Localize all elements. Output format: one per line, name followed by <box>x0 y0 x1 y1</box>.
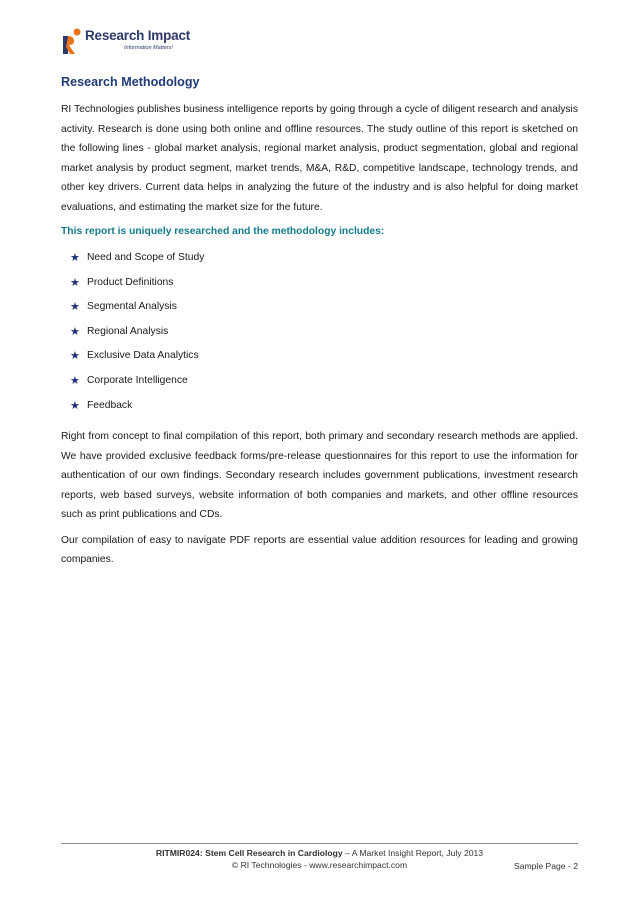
list-item-label: Corporate Intelligence <box>87 374 188 386</box>
logo-tagline: Information Matters! <box>124 45 173 51</box>
list-item <box>61 372 578 397</box>
closing-paragraph: Our compilation of easy to navigate PDF reports are essential value addition resources for leading and growing companies. <box>61 534 578 566</box>
logo-name: Research Impact <box>85 28 191 43</box>
methodology-list <box>61 249 578 421</box>
logo-mark-icon <box>60 27 82 55</box>
star-bullet-icon: ★ <box>70 324 80 338</box>
list-item-label: Segmental Analysis <box>87 301 177 313</box>
page-footer <box>61 848 578 870</box>
list-item <box>61 347 578 372</box>
main-content <box>61 75 578 576</box>
list-item <box>61 323 578 348</box>
list-item-label: Exclusive Data Analytics <box>87 350 199 362</box>
page-number: Sample Page - 2 <box>513 861 578 871</box>
list-item <box>61 249 578 274</box>
section-heading: Research Methodology <box>61 75 200 89</box>
star-bullet-icon: ★ <box>70 275 80 289</box>
star-bullet-icon: ★ <box>70 373 80 387</box>
star-bullet-icon: ★ <box>70 398 80 412</box>
star-bullet-icon: ★ <box>70 300 80 314</box>
intro-paragraph: RI Technologies publishes business intelligence reports by going through a cycle of diligent research and analysis activity. Research is done using both online and offline resources. The study outline of this report is sketched on the following lines - global market analysis, regional market analysis, product segmentation, global and regional market analysis by product segment, market trends, M&A, R&D, competitive landscape, technology trends, and other key drivers. Current data helps in analyzing the future of the industry and is also helpful for doing market evaluations, and estimating the market size for the future. <box>61 104 578 213</box>
list-item-label: Product Definitions <box>87 276 174 288</box>
footer-report-title: RITMIR024: Stem Cell Research in Cardiology <box>155 848 343 858</box>
research-methods-paragraph: Right from concept to final compilation of this report, both primary and secondary research methods are applied. We have provided exclusive feedback forms/pre-release questionnaires for this report to use the information for authentication of our own findings. Secondary research includes government publications, investment research reports, web based surveys, website information of both companies and markets, and other offline resources such as print publications and CDs. <box>61 431 578 521</box>
star-bullet-icon: ★ <box>70 349 80 363</box>
list-item <box>61 397 578 422</box>
footer-divider <box>61 843 578 844</box>
list-item <box>61 298 578 323</box>
list-item-label: Regional Analysis <box>87 325 169 337</box>
star-bullet-icon: ★ <box>70 251 80 264</box>
list-item-label: Need and Scope of Study <box>87 252 205 263</box>
footer-report-desc: – A Market Insight Report, July 2013 <box>342 848 484 858</box>
footer-report-line <box>61 848 578 858</box>
list-item-label: Feedback <box>87 399 133 411</box>
list-item <box>61 274 578 299</box>
methodology-highlight: This report is uniquely researched and the methodology includes: <box>61 226 385 237</box>
footer-copyright: © RI Technologies - www.researchimpact.com <box>231 860 408 870</box>
